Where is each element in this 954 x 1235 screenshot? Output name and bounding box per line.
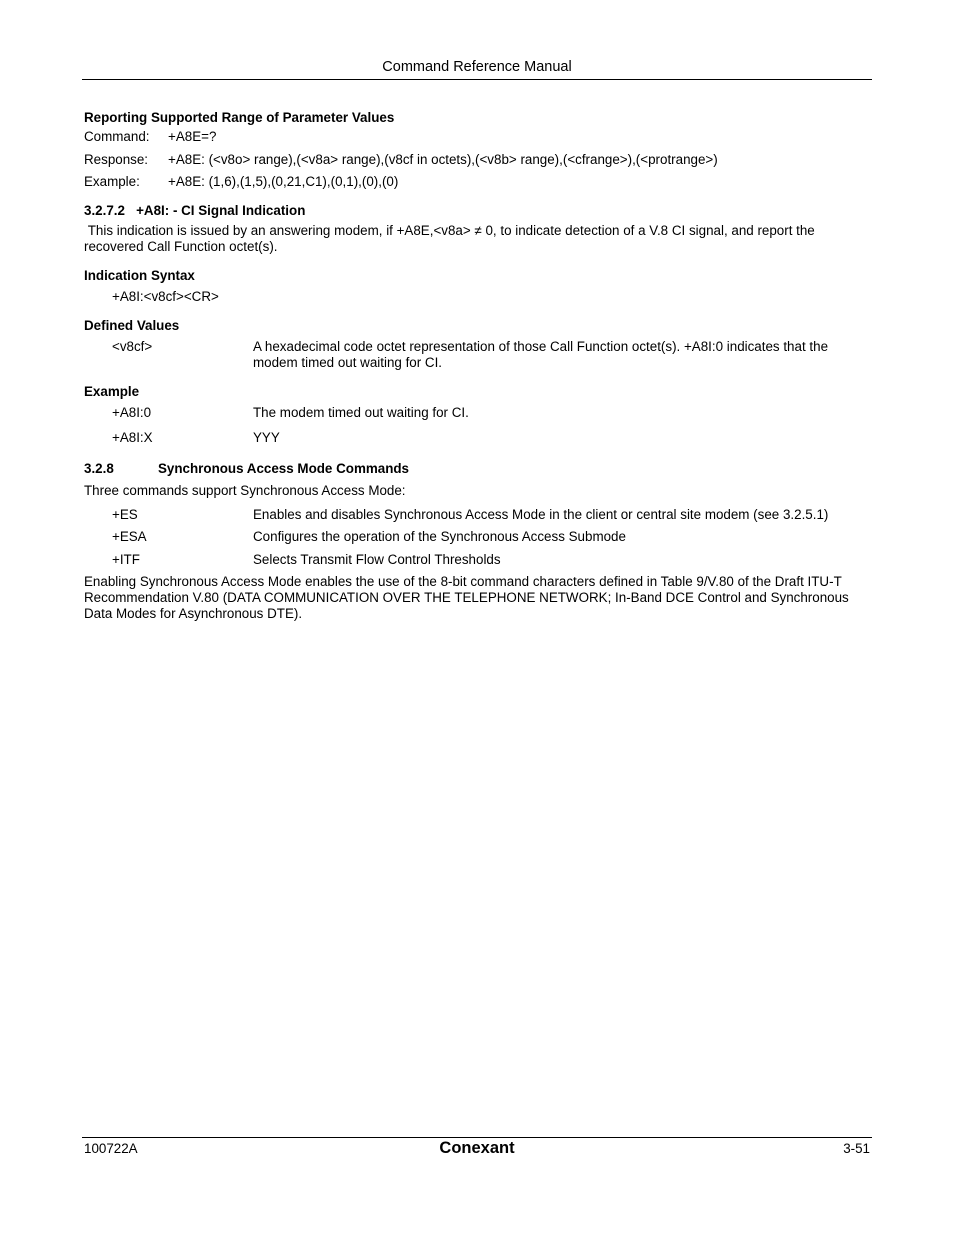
example-desc-1: The modem timed out waiting for CI. <box>253 405 469 420</box>
indication-syntax-value: +A8I:<v8cf><CR> <box>112 289 219 304</box>
sync-command-desc-3: Selects Transmit Flow Control Thresholds <box>253 552 501 567</box>
example-label: Example: <box>84 174 140 189</box>
sync-command-term-3: +ITF <box>112 552 140 567</box>
sync-command-desc-1: Enables and disables Synchronous Access Mode in the client or central site modem (see 3.2.5.1) <box>253 507 829 522</box>
footer-page-number: 3-51 <box>843 1141 870 1156</box>
response-row <box>84 152 718 167</box>
defined-values-heading: Defined Values <box>84 318 180 333</box>
example-term-2: +A8I:X <box>112 430 153 445</box>
defined-term: <v8cf> <box>112 339 153 354</box>
sync-command-term-1: +ES <box>112 507 138 522</box>
sync-section-number: 3.2.8 <box>84 461 114 476</box>
footer-company: Conexant <box>439 1139 515 1157</box>
defined-description: A hexadecimal code octet representation of those Call Function octet(s). +A8I:0 indicates that the modem timed out waiting for CI. <box>253 339 829 370</box>
command-row <box>84 129 216 144</box>
command-value: +A8E=? <box>168 129 217 144</box>
command-label: Command: <box>84 129 150 144</box>
footer-doc-number: 100722A <box>84 1141 138 1156</box>
a8i-intro-paragraph: This indication is issued by an answering modem, if +A8E,<v8a> ≠ 0, to indicate detection of a V.8 CI signal, and report the recovered Call Function octet(s). <box>84 223 819 254</box>
sync-section-heading: Synchronous Access Mode Commands <box>158 461 410 476</box>
reporting-heading: Reporting Supported Range of Parameter Values <box>84 110 395 125</box>
sync-command-desc-2: Configures the operation of the Synchronous Access Submode <box>253 529 626 544</box>
example-value: +A8E: (1,6),(1,5),(0,21,C1),(0,1),(0),(0) <box>168 174 399 189</box>
sync-command-term-2: +ESA <box>112 529 147 544</box>
example-row <box>84 174 398 189</box>
footer-rule <box>82 1137 872 1138</box>
example-term-1: +A8I:0 <box>112 405 152 420</box>
a8i-section-heading: 3.2.7.2 +A8I: - CI Signal Indication <box>84 203 306 218</box>
response-label: Response: <box>84 152 149 167</box>
sync-closing-paragraph: Enabling Synchronous Access Mode enables the use of the 8-bit command characters defined in Table 9/V.80 of the Draft ITU-T Recommendation V.80 (DATA COMMUNICATION OVER THE TELEPHONE NETWORK; In-Band DCE Control and Synchronous Data Modes for Asynchronous DTE). <box>84 574 849 621</box>
response-value: +A8E: (<v8o> range),(<v8a> range),(v8cf in octets),(<v8b> range),(<cfrange>),(<protrange>) <box>168 152 718 167</box>
running-header-title: Command Reference Manual <box>382 59 572 75</box>
example-desc-2: YYY <box>253 430 280 445</box>
sync-intro: Three commands support Synchronous Access Mode: <box>84 483 406 498</box>
header-rule <box>82 79 872 80</box>
example-heading: Example <box>84 384 140 399</box>
indication-syntax-heading: Indication Syntax <box>84 268 195 283</box>
